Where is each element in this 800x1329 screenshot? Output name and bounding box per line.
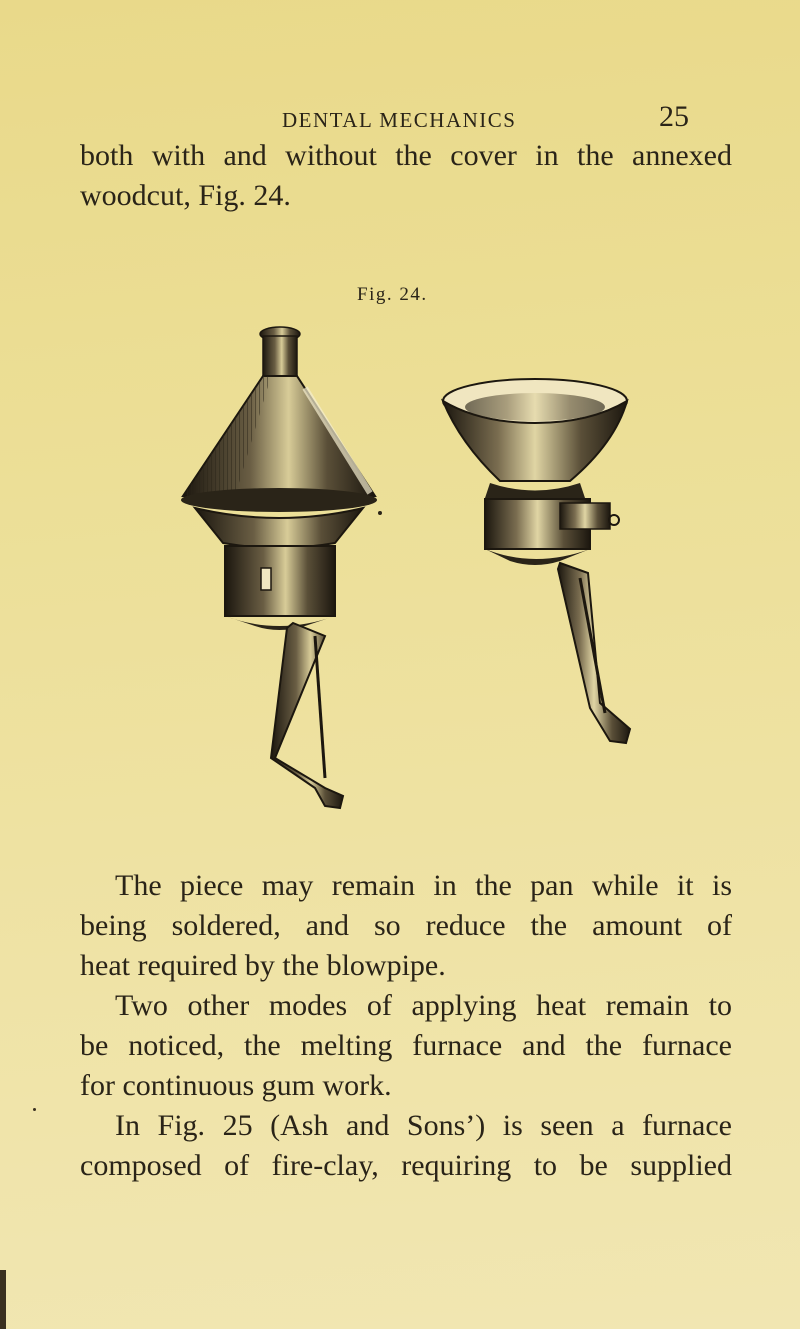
figure-caption: Fig. 24. [357,284,428,305]
covered-funnel-illustration [175,318,385,818]
open-funnel-illustration [440,373,640,753]
text-line: Two other modes of applying heat remain to [115,989,732,1022]
text-line: being soldered, and so reduce the amount of [80,909,732,942]
running-title: DENTAL MECHANICS [282,108,517,132]
text-line: heat required by the blowpipe. [80,949,446,982]
body-paragraphs [80,866,732,1186]
text-line: woodcut, Fig. 24. [80,179,291,212]
text-line: In Fig. 25 (Ash and Sons’) is seen a furnace [115,1109,732,1142]
page-edge-mark [0,1270,6,1329]
text-line: for continuous gum work. [80,1069,392,1102]
top-paragraph [80,136,732,216]
page-number: 25 [659,100,689,133]
text-line: composed of fire-clay, requiring to be supplied [80,1149,732,1182]
page-edge-speck [33,1108,36,1111]
text-line: be noticed, the melting furnace and the furnace [80,1029,732,1062]
text-line: The piece may remain in the pan while it is [115,869,732,902]
text-line: both with and without the cover in the annexed [80,139,732,172]
